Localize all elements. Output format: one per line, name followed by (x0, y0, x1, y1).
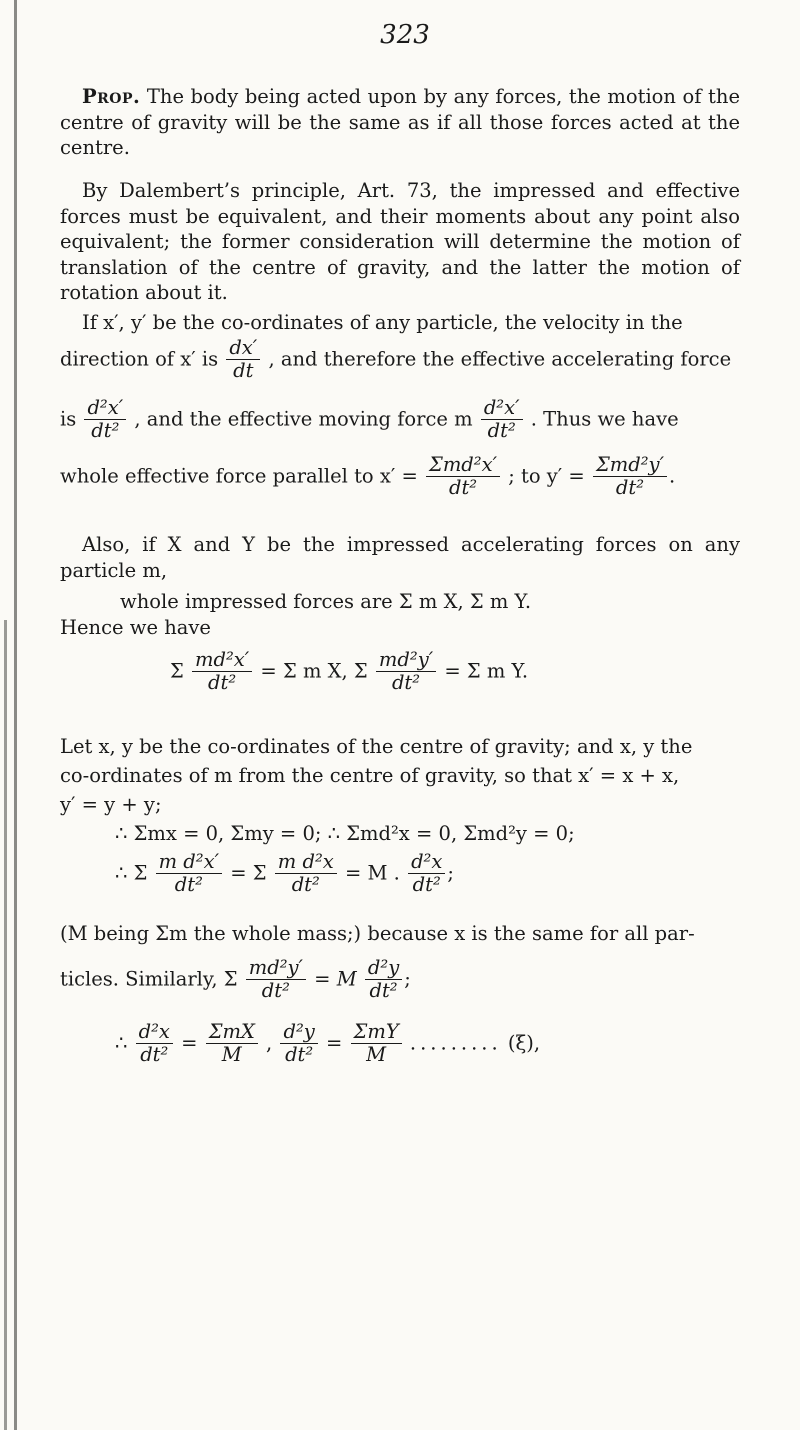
proposition (60, 84, 740, 161)
page-number: 323 (380, 20, 430, 50)
fraction-smd2x: $\frac{\text{Σmd²x′}}{\text{dt²}}$ (426, 455, 500, 499)
fraction-d2x-dt2: $\frac{\text{d²x′}}{\text{dt²}}$ (84, 398, 126, 442)
fraction-smX: $\frac{\text{ΣmX}}{M}$ (206, 1022, 258, 1066)
page-edge-shadow (14, 0, 17, 1430)
para5-line3: y′ = y + y; (60, 793, 162, 816)
fraction-d2xc: $\frac{\text{d²x}}{\text{dt²}}$ (408, 852, 445, 896)
page-edge-shadow-inner (4, 620, 7, 1430)
equation-1: Σ $\frac{\text{md²x′}}{\text{dt²}}$ = Σ m X, Σ $\frac{\text{md²y′}}{\text{dt²}}$ = Σ m Y. (170, 648, 529, 695)
para4-line3: Hence we have (60, 616, 211, 639)
para3-line1: If x′, y′ be the co-ordinates of any particle, the velocity in the (82, 311, 683, 334)
para6-line1: (M being Σm the whole mass;) because x is the same for all par- (60, 922, 695, 945)
fraction-d2yc: $\frac{\text{d²y}}{\text{dt²}}$ (365, 958, 402, 1002)
text-fragment: , and therefore the effective accelerating force (268, 347, 732, 371)
text-fragment: ticles. Similarly, Σ (60, 967, 238, 991)
para6-line2: ticles. Similarly, Σ $\frac{\text{md²y′}}{\text{dt²}}$ = M $\frac{\text{d²y}}{\text{dt²}}$ ; (60, 956, 411, 1003)
para5-line2: co-ordinates of m from the centre of gravity, so that x′ = x + x, (60, 764, 680, 787)
text-fragment: direction of x′ is (60, 347, 219, 371)
eq1-right: = Σ m Y. (444, 659, 529, 683)
fraction-d2x-dt2-b: $\frac{\text{d²x′}}{\text{dt²}}$ (481, 398, 523, 442)
fraction-md2y: $\frac{\text{md²y′}}{\text{dt²}}$ (376, 650, 436, 694)
fraction-md2x: $\frac{\text{md²x′}}{\text{dt²}}$ (192, 650, 252, 694)
eq3-a: ∴ Σ (115, 861, 148, 885)
text-fragment: is (60, 407, 77, 431)
para4-text: Also, if X and Y be the impressed accelerating forces on any particle m, (60, 533, 740, 582)
fraction-d2yc-b: $\frac{\text{d²y}}{\text{dt²}}$ (280, 1022, 317, 1066)
text-fragment: , and the effective moving force m (134, 407, 473, 431)
para3-line4: whole effective force parallel to x′ = $\frac{\text{Σmd²x′}}{\text{dt²}}$ ; to y′ = $\frac{\text{Σmd²y′}}{\text{dt²}}$ . (60, 453, 676, 500)
para3-line2 (60, 338, 740, 382)
paragraph-dalembert: By Dalembert’s principle, Art. 73, the impressed and effective forces must be equivalent, and their moments about any point also equivalent; the former consideration will determine the motion of translation of the centre of gravity, and the latter the motion of rotation about it. (60, 179, 740, 304)
equation-4: ∴ $\frac{\text{d²x}}{\text{dt²}}$ = $\frac{\text{ΣmX}}{M}$ , $\frac{\text{d²y}}{\text{dt²}}$ = $\frac{\text{ΣmY}}{M}$ ......... (ξ), (115, 1020, 541, 1067)
fraction-dx-dt: $\frac{dx'}{dt}$ (226, 338, 260, 382)
para5-line1: Let x, y be the co-ordinates of the centre of gravity; and x, y the (60, 735, 693, 758)
prop-text: The body being acted upon by any forces, the motion of the centre of gravity will be the same as if all those forces acted at the centre. (60, 85, 740, 159)
eq1-left: = Σ m X, (260, 659, 348, 683)
equation-2: ∴ Σmx = 0, Σmy = 0; ∴ Σmd²x = 0, Σmd²y = 0; (115, 822, 575, 845)
fraction-smY: $\frac{\text{ΣmY}}{M}$ (351, 1022, 402, 1066)
para3-line3 (60, 398, 740, 442)
equation-tag: (ξ), (507, 1031, 541, 1055)
fraction-smd2y: $\frac{\text{Σmd²y′}}{\text{dt²}}$ (593, 455, 667, 499)
text-fragment: whole effective force parallel to x′ = (60, 464, 418, 488)
text-fragment: . Thus we have (530, 407, 679, 431)
para4-line2: whole impressed forces are Σ m X, Σ m Y. (120, 590, 532, 613)
prop-label: Prop. (82, 85, 141, 108)
fraction-md2xc: $\frac{\text{m d²x}}{\text{dt²}}$ (275, 852, 337, 896)
fraction-d2xc-b: $\frac{\text{d²x}}{\text{dt²}}$ (136, 1022, 173, 1066)
text-fragment: ; to y′ = (508, 464, 585, 488)
equation-3: ∴ Σ $\frac{\text{m d²x′}}{\text{dt²}}$ = Σ $\frac{\text{m d²x}}{\text{dt²}}$ = M . $\frac{\text{d²x}}{\text{dt²}}$ ; (115, 850, 454, 897)
eq3-b: = Σ (230, 861, 267, 885)
fraction-md2x-m: $\frac{\text{m d²x′}}{\text{dt²}}$ (156, 852, 222, 896)
therefore-symbol: ∴ (115, 1031, 128, 1055)
eq3-c: = M . (344, 861, 400, 885)
leader-dots: ......... (409, 1031, 502, 1055)
fraction-md2y-b: $\frac{\text{md²y′}}{\text{dt²}}$ (246, 958, 306, 1002)
